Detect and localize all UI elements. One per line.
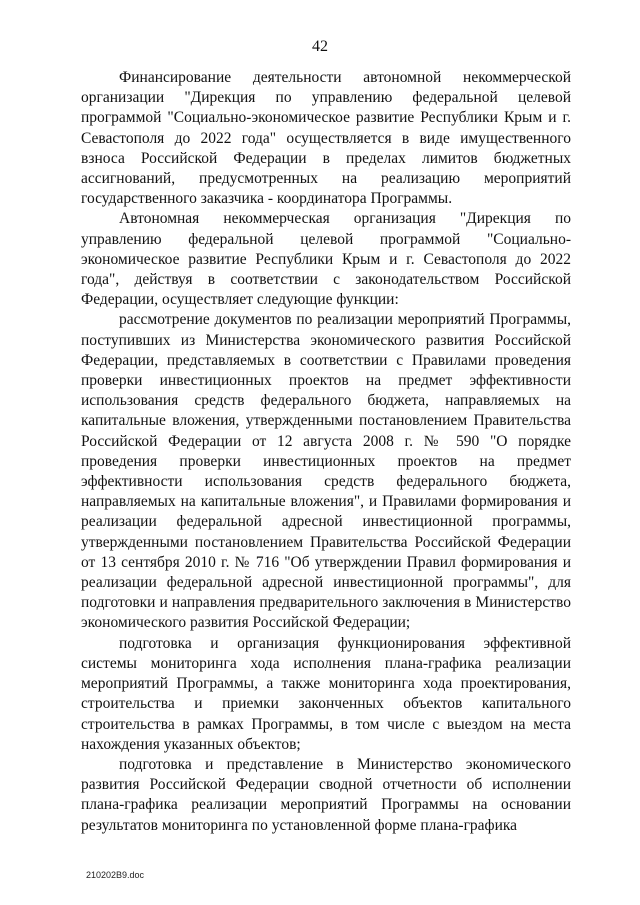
document-body [81,68,571,836]
function-item-monitoring-system: подготовка и организация функционирования эффективной системы мониторинга хода исполнения плана-графика реализации мероприятий Программы, а также мониторинга хода проектирования, строительства и приемки законченных объектов капитального строительства в рамках Программы, в том числе с выездом на места нахождения указанных объектов; [81,634,571,753]
footer-document-code: 210202В9.doc [86,870,145,880]
function-item-document-review: рассмотрение документов по реализации мероприятий Программы, поступивших из Министерства экономического развития Российской Федерации, представляемых в соответствии с Правилами проведения проверки инвестиционных проектов на предмет эффективности использования средств федерального бюджета, направляемых на капитальные вложения, утвержденными постановлением Правительства Российской Федерации от 12 августа 2008 г. № 590 "О порядке проведения проверки инвестиционных проектов на предмет эффективности использования средств федерального бюджета, направляемых на капитальные вложения", и Правилами формирования и реализации федеральной адресной инвестиционной программы, утвержденными постановлением Правительства Российской Федерации от 13 сентября 2010 г. № 716 "Об утверждении Правил формирования и реализации федеральной адресной инвестиционной программы", для подготовки и направления предварительного заключения в Министерство экономического развития Российской Федерации; [81,311,571,632]
paragraph-financing: Финансирование деятельности автономной некоммерческой организации "Дирекция по управлению федеральной целевой программой "Социально-экономическое развитие Республики Крым и г. Севастополя до 2022 года" осуществляется в виде имущественного взноса Российской Федерации в пределах лимитов бюджетных ассигнований, предусмотренных на реализацию мероприятий государственного заказчика - координатора Программы. [81,69,571,208]
page-number: 42 [312,38,328,55]
function-item-reporting: подготовка и представление в Министерство экономического развития Российской Федерации сводной отчетности об исполнении плана-графика реализации мероприятий Программы на основании результатов мониторинга по установленной форме плана-графика [81,755,571,834]
paragraph-organization-functions: Автономная некоммерческая организация "Дирекция по управлению федеральной целевой программой "Социально-экономическое развитие Республики Крым и г. Севастополя до 2022 года", действуя в соответствии с законодательством Российской Федерации, осуществляет следующие функции: [81,210,571,309]
